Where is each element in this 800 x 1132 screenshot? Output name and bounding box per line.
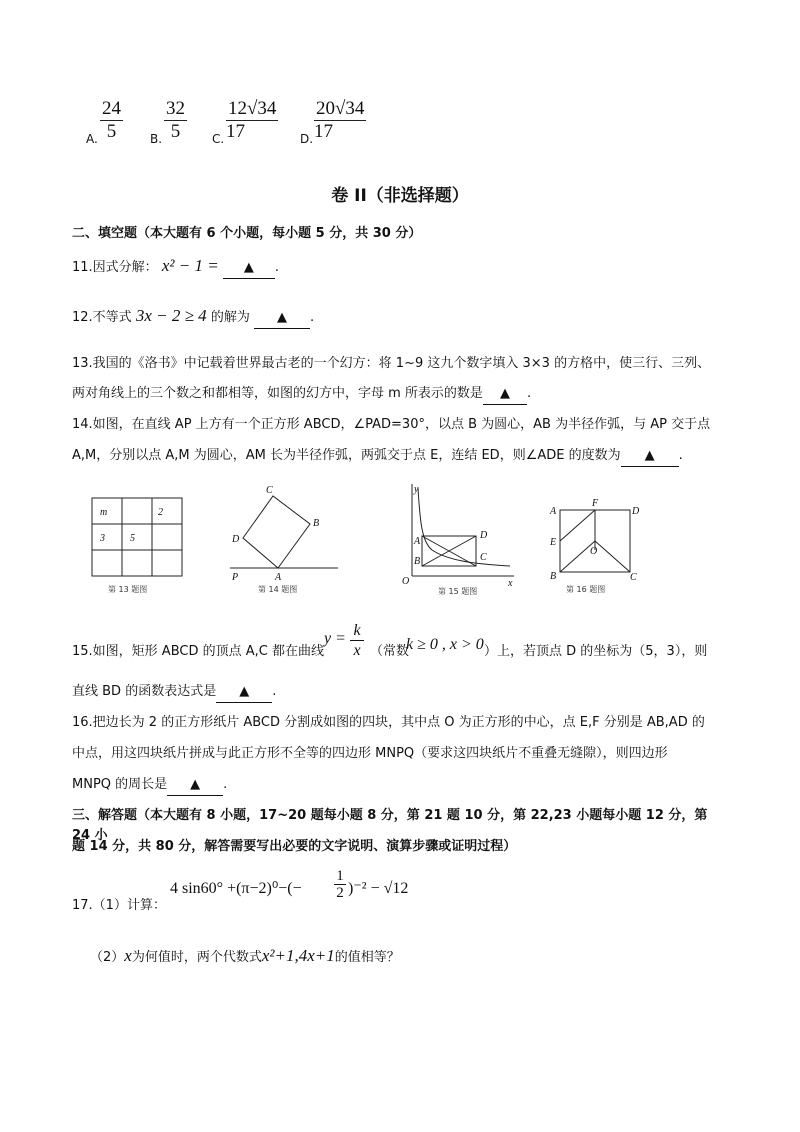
q17-part2-pre: （2） xyxy=(90,950,125,965)
choice-letter: D. xyxy=(300,132,314,146)
question-12 xyxy=(72,306,728,329)
figure-16 xyxy=(540,482,650,600)
label-c: C xyxy=(266,485,273,496)
label-d: D xyxy=(632,506,640,517)
label-b: B xyxy=(414,556,421,567)
label-a: A xyxy=(550,506,557,517)
question-15 xyxy=(72,622,732,672)
q17-frac-den: 2 xyxy=(336,885,344,901)
label-c: C xyxy=(480,552,487,563)
label-o: O xyxy=(402,576,410,587)
q11-expr: x² − 1 = xyxy=(161,256,219,275)
q17-expr-b: )⁻² − √12 xyxy=(348,880,409,897)
q16-line3 xyxy=(72,775,728,796)
q15-frac-den: x xyxy=(353,642,361,659)
q15-mid: （常数 xyxy=(370,644,410,659)
q17-part2-mid: 为何值时，两个代数式 xyxy=(131,950,262,965)
numerator: 20√34 xyxy=(316,98,365,119)
q17-expr-a: 4 sin60° +(π−2)⁰−(− xyxy=(170,880,302,897)
denominator: 5 xyxy=(106,121,117,142)
label-b: B xyxy=(550,571,557,582)
q15-text: 直线 BD 的函数表达式是 xyxy=(72,684,217,699)
answer-blank[interactable]: ▲ xyxy=(483,384,527,405)
figure-14-caption: 第 14 题图 xyxy=(258,585,298,594)
question-17-part1 xyxy=(72,870,732,916)
figure-15 xyxy=(392,482,522,600)
answer-blank[interactable]: ▲ xyxy=(167,775,223,796)
q12-tail: 的解为 xyxy=(210,310,250,325)
q13-text: 两对角线上的三个数之和都相等，如图的幻方中，字母 m 所表示的数是 xyxy=(72,386,483,401)
q12-text: 12.不等式 xyxy=(72,310,132,325)
q17-part2-var: x xyxy=(124,946,132,965)
q17-part2-end: 的值相等？ xyxy=(334,950,400,965)
q14-line2 xyxy=(72,446,728,467)
q16-end: . xyxy=(223,777,228,792)
q14-end: . xyxy=(678,448,683,463)
label-p: P xyxy=(232,572,239,583)
q15-end: . xyxy=(272,684,277,699)
part3-header-line2: 题 14 分，共 80 分，解答需要写出必要的文字说明、演算步骤或证明过程） xyxy=(72,839,517,854)
q16-line1: 16.把边长为 2 的正方形纸片 ABCD 分割成如图的四块，其中点 O 为正方形的中心，点 E,F 分别是 AB,AD 的 xyxy=(72,715,705,730)
q15-frac-num: k xyxy=(350,622,364,641)
q15-line2 xyxy=(72,682,728,703)
choice-letter: A. xyxy=(86,132,98,146)
label-x: x xyxy=(508,578,513,589)
choice-fraction xyxy=(314,98,366,143)
q14-text: A,M，分别以点 A,M 为圆心，AM 长为半径作弧，两弧交于点 E，连结 ED，则∠ADE 的度数为 xyxy=(72,448,621,463)
figure-13 xyxy=(88,482,198,600)
cell-4: 5 xyxy=(130,533,135,544)
label-c: C xyxy=(630,572,637,583)
q15-lhs: y = xyxy=(324,630,346,647)
cell-0: m xyxy=(100,507,108,518)
figure-15-caption: 第 15 题图 xyxy=(438,587,478,596)
q17-label: 17.（1）计算： xyxy=(72,898,166,913)
answer-blank[interactable]: ▲ xyxy=(254,308,310,329)
q17-part2-expr: x²+1,4x+1 xyxy=(261,946,335,965)
choice-fraction xyxy=(164,98,187,143)
label-a: A xyxy=(275,572,282,583)
choice-fraction xyxy=(226,98,278,143)
cell-3: 3 xyxy=(100,533,105,544)
q17-frac xyxy=(334,868,346,901)
cell-2: 2 xyxy=(158,507,163,518)
figure-14 xyxy=(228,482,348,600)
choice-letter: C. xyxy=(212,132,225,146)
q11-end: . xyxy=(274,260,279,275)
q13-line1: 13.我国的《洛书》中记载着世界最古老的一个幻方：将 1~9 这九个数字填入 3×3 的方格中，使三行、三列、 xyxy=(72,356,711,371)
q12-expr: 3x − 2 ≥ 4 xyxy=(135,306,207,325)
question-11 xyxy=(72,256,728,279)
denominator: 17 xyxy=(314,121,333,142)
q13-line2 xyxy=(72,384,728,405)
q17-frac-num: 1 xyxy=(334,868,346,885)
q15-cond: k ≥ 0 , x > 0 xyxy=(406,636,484,653)
q15-pre: 15.如图，矩形 ABCD 的顶点 A,C 都在曲线 xyxy=(72,644,324,659)
figure-13-caption: 第 13 题图 xyxy=(108,585,148,594)
label-b: B xyxy=(313,518,320,529)
q11-text: 11.因式分解： xyxy=(72,260,158,275)
numerator: 24 xyxy=(102,98,121,119)
q13-end: . xyxy=(526,386,532,401)
label-a: A xyxy=(414,536,421,547)
label-f: F xyxy=(592,498,599,509)
label-d: D xyxy=(480,530,488,541)
part2-header: 二、填空题（本大题有 6 个小题，每小题 5 分，共 30 分） xyxy=(72,226,422,241)
section-title: 卷 II（非选择题） xyxy=(331,186,469,206)
label-y: y xyxy=(414,484,419,495)
figure-16-caption: 第 16 题图 xyxy=(566,585,606,594)
q16-text: MNPQ 的周长是 xyxy=(72,777,168,792)
q14-line1: 14.如图，在直线 AP 上方有一个正方形 ABCD，∠PAD=30°，以点 B 为圆心，AB 为半径作弧，与 AP 交于点 xyxy=(72,417,711,432)
question-17-part2 xyxy=(90,946,400,968)
label-e: E xyxy=(550,537,557,548)
q15-post: ）上，若顶点 D 的坐标为（5，3），则 xyxy=(484,644,708,659)
q12-end: . xyxy=(309,310,315,325)
part3-header-line1: 三、解答题（本大题有 8 小题，17~20 题每小题 8 分，第 21 题 10 分，第 22,23 小题每小题 12 分，第 24 小 xyxy=(72,808,708,843)
denominator: 17 xyxy=(226,121,245,142)
answer-blank[interactable]: ▲ xyxy=(621,446,679,467)
label-o: O xyxy=(590,546,598,557)
q16-line2: 中点，用这四块纸片拼成与此正方形不全等的四边形 MNPQ（要求这四块纸片不重叠无缝隙），则四边形 xyxy=(72,746,668,761)
numerator: 32 xyxy=(166,98,185,119)
choice-fraction xyxy=(100,98,123,143)
answer-blank[interactable]: ▲ xyxy=(223,258,275,279)
answer-blank[interactable]: ▲ xyxy=(216,682,272,703)
numerator: 12√34 xyxy=(228,98,277,119)
denominator: 5 xyxy=(170,121,181,142)
label-d: D xyxy=(232,534,240,545)
choice-letter: B. xyxy=(150,132,163,146)
